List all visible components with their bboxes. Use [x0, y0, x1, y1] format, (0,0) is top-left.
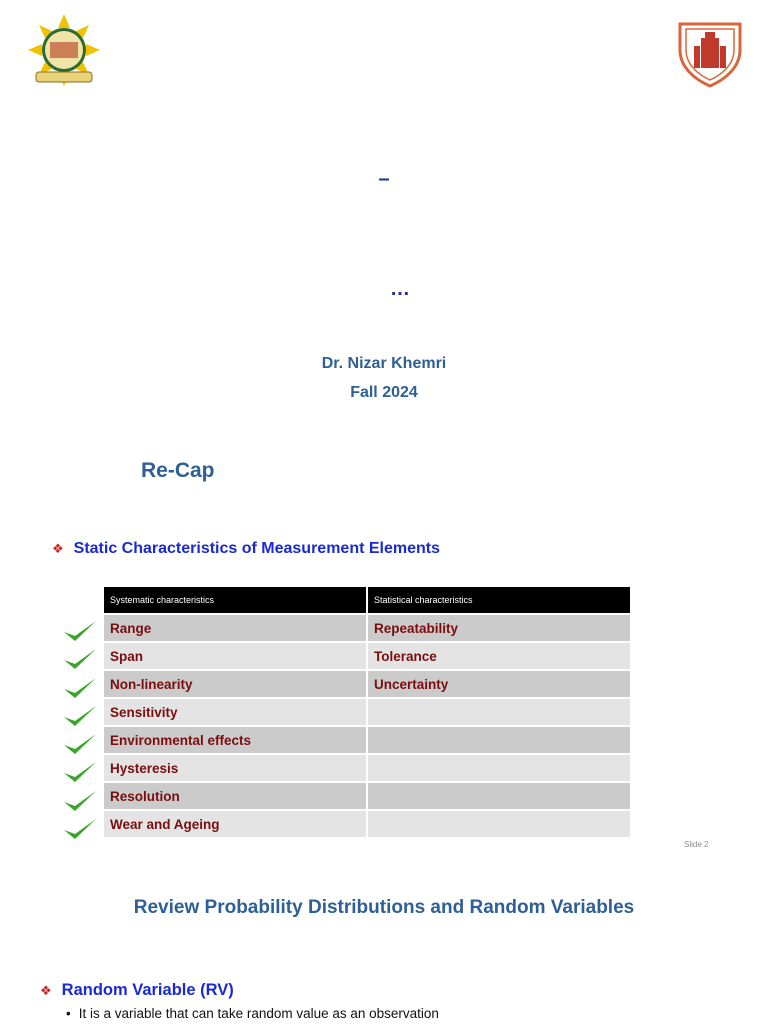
table-row [104, 642, 631, 670]
characteristics-table [104, 587, 632, 837]
checkmark-icon [62, 618, 98, 644]
table-row [104, 754, 631, 782]
checkmark-icon [62, 646, 98, 672]
table-row [104, 726, 631, 754]
random-variable-bullet [66, 1006, 439, 1021]
checkmark-icon [62, 731, 98, 757]
header-statistical: Statistical characteristics [367, 587, 631, 614]
table-cell: Tolerance [367, 642, 631, 670]
table-cell [367, 782, 631, 810]
table-cell: Non-linearity [104, 670, 367, 698]
static-characteristics-title: Static Characteristics of Measurement Elements [73, 540, 441, 557]
checkmark-icon [62, 703, 98, 729]
table-row [104, 810, 631, 837]
checkmark-icon [62, 788, 98, 814]
table-row [104, 782, 631, 810]
bullet-text: It is a variable that can take random value as an observation [78, 1006, 439, 1021]
table-row [104, 614, 631, 642]
diamond-bullet-icon: ❖ [40, 982, 52, 998]
checkmark-icon [62, 759, 98, 785]
checkmark-column [62, 618, 102, 844]
table-row [104, 670, 631, 698]
static-characteristics-heading [52, 540, 440, 558]
table-cell: Span [104, 642, 367, 670]
random-variable-title: Random Variable (RV) [61, 981, 234, 999]
review-heading: Review Probability Distributions and Random Variables [133, 897, 635, 918]
table-cell: Environmental effects [104, 726, 367, 754]
random-variable-heading [40, 981, 234, 1000]
checkmark-icon [62, 675, 98, 701]
table-cell: Uncertainty [367, 670, 631, 698]
table-cell [367, 810, 631, 837]
author-name: Dr. Nizar Khemri [321, 355, 447, 372]
title-ellipsis: … [390, 278, 410, 300]
table-cell: Resolution [104, 782, 367, 810]
table-cell: Hysteresis [104, 754, 367, 782]
recap-heading: Re-Cap [141, 459, 215, 482]
header-systematic: Systematic characteristics [104, 587, 367, 614]
slide-number: Slide 2 [684, 840, 709, 849]
table-header-row [104, 587, 631, 614]
checkmark-icon [62, 816, 98, 842]
diamond-bullet-icon: ❖ [52, 541, 64, 556]
table-cell: Sensitivity [104, 698, 367, 726]
table-cell: Repeatability [367, 614, 631, 642]
table-cell [367, 726, 631, 754]
table-cell: Range [104, 614, 367, 642]
shield-crest-logo [674, 16, 746, 88]
table-cell [367, 698, 631, 726]
bullet-dot-icon: • [66, 1006, 71, 1021]
title-dash: – [378, 168, 390, 190]
table-cell [367, 754, 631, 782]
table-row [104, 698, 631, 726]
table-cell: Wear and Ageing [104, 810, 367, 837]
university-seal-logo [24, 12, 104, 90]
course-term: Fall 2024 [350, 384, 418, 401]
